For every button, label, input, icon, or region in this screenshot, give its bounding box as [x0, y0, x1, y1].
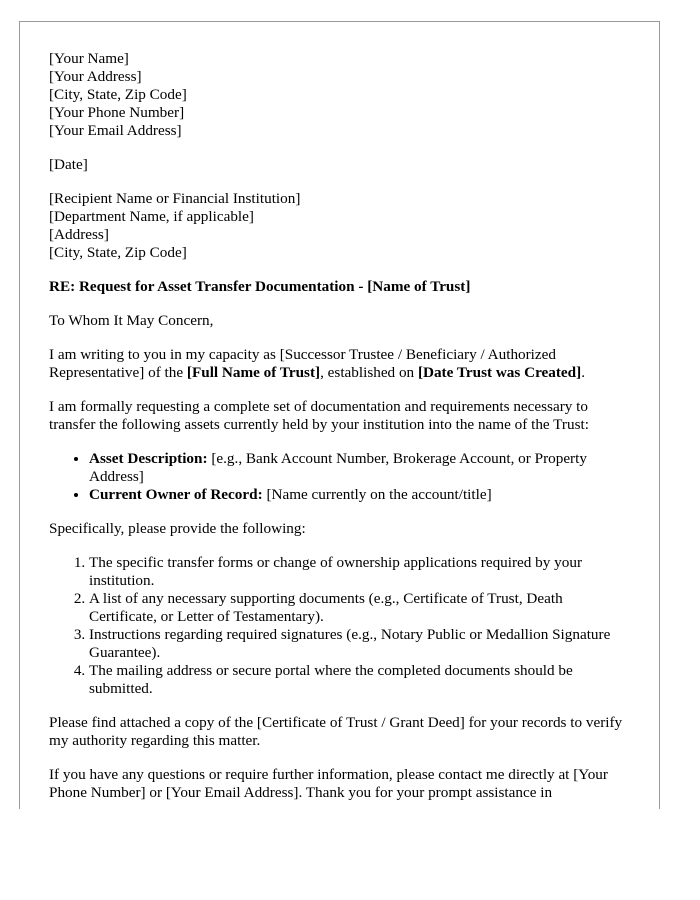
recipient-name: [Recipient Name or Financial Institution] [49, 190, 301, 207]
attachment-paragraph: Please find attached a copy of the [Certificate of Trust / Grant Deed] for your records to verify my authority regarding this matter. [49, 714, 623, 749]
sender-name: [Your Name] [49, 50, 129, 67]
list-item: 1. The specific transfer forms or change of ownership applications required by your institution. [89, 554, 631, 590]
intro-trust-name: [Full Name of Trust] [186, 364, 321, 381]
asset-description-label: Asset Description: [89, 450, 208, 467]
list-item: 4. The mailing address or secure portal where the completed documents should be submitted. [89, 662, 631, 698]
subject-line [49, 278, 631, 296]
date-block [49, 156, 631, 174]
intro-paragraph [49, 346, 631, 382]
asset-list [49, 450, 631, 504]
list-item: 2. A list of any necessary supporting documents (e.g., Certificate of Trust, Death Certificate, or Letter of Testamentary). [89, 590, 631, 626]
provide-intro: Specifically, please provide the following: [49, 520, 306, 537]
sender-phone: [Your Phone Number] [49, 104, 185, 121]
subject-text: RE: Request for Asset Transfer Documentation - [Name of Trust] [49, 278, 471, 295]
sender-block [49, 50, 631, 140]
letter-page [19, 21, 660, 809]
sender-city-state-zip: [City, State, Zip Code] [49, 86, 187, 103]
list-item [89, 486, 631, 504]
intro-part2: , established on [320, 364, 418, 381]
provide-list [49, 554, 631, 698]
letter-date: [Date] [49, 156, 88, 173]
list-item: 3. Instructions regarding required signatures (e.g., Notary Public or Medallion Signature Guarantee). [89, 626, 631, 662]
letter-content [49, 50, 631, 802]
salutation: To Whom It May Concern, [49, 312, 214, 329]
recipient-address: [Address] [49, 226, 109, 243]
request-paragraph: I am formally requesting a complete set of documentation and requirements necessary to transfer the following assets currently held by your institution into the name of the Trust: [49, 398, 589, 433]
intro-part3: . [581, 364, 585, 381]
recipient-block [49, 190, 631, 262]
recipient-department: [Department Name, if applicable] [49, 208, 254, 225]
closing-paragraph: If you have any questions or require further information, please contact me directly at [Your Phone Number] or [Your Email Address]. Thank you for your prompt assistance in [49, 766, 608, 801]
intro-trust-date: [Date Trust was Created] [417, 364, 582, 381]
current-owner-label: Current Owner of Record: [89, 486, 263, 503]
recipient-city-state-zip: [City, State, Zip Code] [49, 244, 187, 261]
sender-email: [Your Email Address] [49, 122, 182, 139]
intro-part1: I am writing to you in my capacity as [Successor Trustee / Beneficiary / Authorized Representative] of the [49, 346, 556, 381]
current-owner-text: [Name currently on the account/title] [262, 486, 492, 503]
sender-address: [Your Address] [49, 68, 142, 85]
asset-description-text: [e.g., Bank Account Number, Brokerage Account, or Property Address] [89, 450, 587, 485]
list-item [89, 450, 631, 486]
